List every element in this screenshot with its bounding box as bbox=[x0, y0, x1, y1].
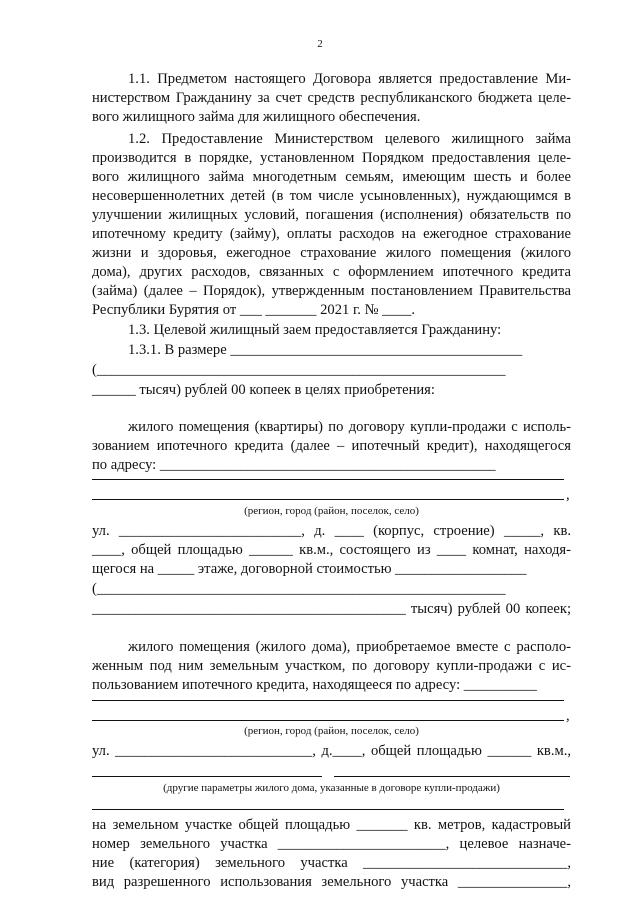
text-line: Республики Бурятия от ___ _______ 2021 г. № ____. bbox=[92, 302, 416, 318]
loan-amount-field: 1.3.1. В размере ________________________________________ bbox=[128, 342, 523, 358]
text-line: вого жилищного займа многодетным семьям, имеющим шесть и более bbox=[92, 169, 571, 185]
caption-params: (другие параметры жилого дома, указанные в договоре купли-продажи) bbox=[163, 782, 500, 794]
trailing-comma: , bbox=[566, 708, 570, 724]
text-line: улучшении жилищных условий, погашения (исполнения) обязательств по bbox=[92, 207, 571, 223]
text-line: жилого помещения (квартиры) по договору купли-продажи с исполь- bbox=[128, 419, 571, 435]
page-number: 2 bbox=[317, 38, 323, 50]
text-line: пользованием ипотечного кредита, находящееся по адресу: __________ bbox=[92, 677, 537, 693]
text-line: ипотечному кредиту (займу), оплаты расходов на ежегодное страхование bbox=[92, 226, 571, 242]
address-blank-line bbox=[92, 699, 564, 701]
text-line: ______ тысяч) рублей 00 копеек в целях приобретения: bbox=[92, 382, 435, 398]
text-line: 1.1. Предметом настоящего Договора является предоставление Ми- bbox=[128, 71, 571, 87]
text-line: ул. _________________________, д. ____ (корпус, строение) _____, кв. bbox=[92, 523, 571, 539]
address-blank-line bbox=[92, 478, 564, 480]
text-line: на земельном участке общей площадью _______ кв. метров, кадастровый bbox=[92, 817, 571, 833]
text-line: нистерством Гражданину за счет средств республиканского бюджета целе- bbox=[92, 90, 571, 106]
text-line: 1.2. Предоставление Министерством целевого жилищного займа bbox=[128, 131, 571, 147]
text-line: щегося на _____ этаже, договорной стоимостью __________________ bbox=[92, 561, 527, 577]
text-line: ___________________________________________ тысяч) рублей 00 копеек; bbox=[92, 601, 571, 617]
text-line: 1.3. Целевой жилищный заем предоставляется Гражданину: bbox=[128, 322, 502, 338]
text-line: зованием ипотечного кредита (далее – ипотечный кредит), находящегося bbox=[92, 438, 571, 454]
caption-region: (регион, город (район, поселок, село) bbox=[244, 725, 419, 737]
text-line: вид разрешенного использования земельного участка _______________, bbox=[92, 874, 571, 890]
text-line: вого жилищного займа для жилищного обеспечения. bbox=[92, 109, 421, 125]
address-blank-line bbox=[92, 498, 564, 500]
params-blank-line bbox=[92, 808, 564, 810]
params-blank-line bbox=[334, 775, 570, 777]
address-field: по адресу: ______________________________________________ bbox=[92, 457, 496, 473]
trailing-comma: , bbox=[566, 487, 570, 503]
text-line: жизни и здоровья, ежегодное страхование жилого помещения (жилого bbox=[92, 245, 571, 261]
text-line: номер земельного участка _______________________, целевое назначе- bbox=[92, 836, 571, 852]
text-line: ние (категория) земельного участка ____________________________, bbox=[92, 855, 571, 871]
text-line: дома), других расходов, связанных с оформлением ипотечного кредита bbox=[92, 264, 571, 280]
loan-amount-words-field: (________________________________________________________ bbox=[92, 362, 506, 378]
text-line: производится в порядке, установленном Порядком предоставления целе- bbox=[92, 150, 571, 166]
text-line: (займа) (далее – Порядок), утвержденным постановлением Правительства bbox=[92, 283, 571, 299]
price-words-field: (________________________________________________________ bbox=[92, 581, 506, 597]
address-blank-line bbox=[92, 719, 564, 721]
text-line: жилого помещения (жилого дома), приобретаемое вместе с располо- bbox=[128, 639, 571, 655]
text-line: несовершеннолетних детей (в том числе усыновленных), нуждающимся в bbox=[92, 188, 571, 204]
text-line: женным под ним земельным участком, по договору купли-продажи с ис- bbox=[92, 658, 571, 674]
text-line: ____, общей площадью ______ кв.м., состоящего из ____ комнат, находя- bbox=[92, 542, 571, 558]
caption-region: (регион, город (район, поселок, село) bbox=[244, 505, 419, 517]
params-blank-line bbox=[92, 775, 322, 777]
text-line: ул. ___________________________, д.____, общей площадью ______ кв.м., bbox=[92, 743, 571, 759]
